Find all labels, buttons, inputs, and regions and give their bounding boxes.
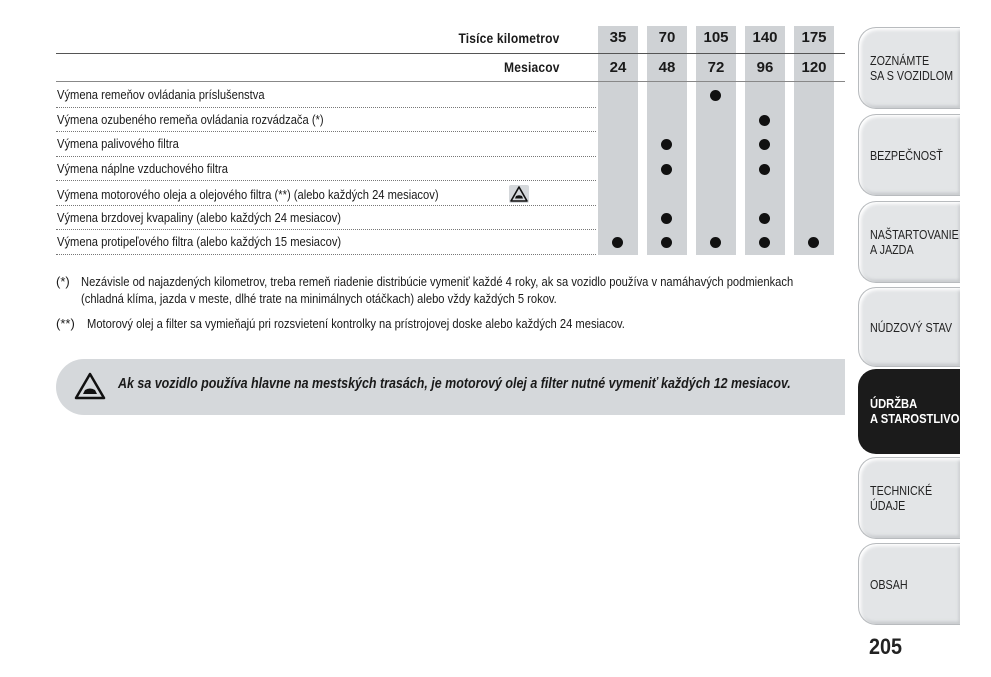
- warning-banner: [56, 359, 845, 415]
- tab-label-line: A STAROSTLIVOSŤ: [870, 411, 974, 426]
- task-label-text: Výmena ozubeného remeňa ovládania rozvádzača (*): [57, 111, 324, 127]
- footnote-line: Nezávisle od najazdených kilometrov, treba remeň riadenie distribúcie vymeniť každé 4 roky, ak sa vozidlo používa v namáhavých podmienkach: [81, 274, 794, 289]
- months-72: 72: [707, 59, 725, 76]
- tab-label-line: NÚDZOVÝ STAV: [870, 321, 953, 335]
- tab-bezpecnost[interactable]: [858, 114, 960, 196]
- tab-label: [870, 396, 991, 426]
- tab-label: [870, 321, 965, 336]
- months-120: 120: [801, 59, 827, 76]
- task-label-text: Výmena palivového filtra: [57, 136, 179, 151]
- km-70: 70: [658, 29, 676, 46]
- tab-label-line: SA S VOZIDLOM: [870, 69, 954, 83]
- months-48: 48: [658, 59, 676, 76]
- header-divider-bottom: [56, 81, 845, 82]
- table-row: [56, 108, 845, 133]
- footnote-body: [87, 315, 713, 332]
- warning-text: Ak sa vozidlo používa hlavne na mestských trasách, je motorový olej a filter nutné vymeniť každých 12 mesiacov.: [118, 376, 791, 392]
- tab-label-line: BEZPEČNOSŤ: [870, 149, 943, 163]
- service-mark-dot: [759, 213, 770, 224]
- table-row: [56, 230, 845, 255]
- tab-label-line: TECHNICKÉ: [870, 484, 933, 498]
- task-label: [57, 87, 298, 102]
- footnote-mark: (**): [56, 316, 75, 331]
- task-label: [57, 136, 199, 151]
- tab-label: [870, 484, 942, 514]
- footnote-line: (chladná klíma, jazda v meste, dlhé trate na minimálnych otáčkach) alebo vždy každých 5 rokov.: [81, 291, 557, 306]
- page-number-text: 205: [869, 634, 903, 659]
- km-35: 35: [609, 29, 627, 46]
- tab-obsah[interactable]: [858, 543, 960, 625]
- footnote-mark: (*): [56, 274, 70, 289]
- service-mark-dot: [661, 164, 672, 175]
- months-96: 96: [756, 59, 774, 76]
- header-months-label: Mesiacov: [504, 59, 560, 75]
- tab-label-line: ÚDRŽBA: [870, 396, 918, 411]
- task-label-text: Výmena motorového oleja a olejového filtra (**) (alebo každých 24 mesiacov): [57, 186, 439, 202]
- service-mark-dot: [759, 115, 770, 126]
- task-label-text: Výmena protipeľového filtra (alebo každých 15 mesiacov): [57, 234, 342, 249]
- header-km-row: [56, 26, 845, 53]
- tab-label: [870, 149, 955, 164]
- task-label-text: Výmena brzdovej kvapaliny (alebo každých 24 mesiacov): [57, 209, 341, 225]
- warning-triangle-icon: [74, 372, 106, 405]
- tab-nastartovanie-a-jazda[interactable]: [858, 201, 960, 283]
- task-label: [57, 210, 387, 225]
- table-row: [56, 157, 845, 182]
- task-label: [57, 234, 387, 249]
- row-divider: [56, 254, 596, 255]
- table-row: [56, 181, 845, 206]
- tab-nudzovy-stav[interactable]: [858, 287, 960, 367]
- tab-label: [870, 54, 967, 84]
- task-label-text: Výmena náplne vzduchového filtra: [57, 160, 228, 176]
- months-24: 24: [609, 59, 627, 76]
- tab-label-line: OBSAH: [870, 578, 908, 592]
- task-label: [57, 161, 256, 176]
- tab-label: [870, 228, 973, 258]
- header-months-row: [56, 53, 845, 81]
- tab-label-line: A JAZDA: [870, 243, 914, 257]
- tab-label-line: ÚDAJE: [870, 499, 906, 513]
- service-mark-dot: [710, 237, 721, 248]
- maintenance-schedule-table: [56, 26, 845, 253]
- table-row: [56, 132, 845, 157]
- task-label: [57, 112, 367, 127]
- header-km-label: Tisíce kilometrov: [458, 30, 560, 46]
- km-105: 105: [703, 29, 729, 46]
- service-mark-dot: [710, 90, 721, 101]
- service-mark-dot: [759, 164, 770, 175]
- service-mark-dot: [759, 237, 770, 248]
- service-mark-dot: [612, 237, 623, 248]
- table-row: [56, 206, 845, 231]
- service-mark-dot: [661, 139, 672, 150]
- tab-label-line: NAŠTARTOVANIE: [870, 228, 959, 242]
- tab-udrzba-a-starostlivost[interactable]: [858, 369, 974, 454]
- task-label-text: Výmena remeňov ovládania príslušenstva: [57, 87, 265, 102]
- service-mark-dot: [661, 237, 672, 248]
- task-rows: [56, 83, 845, 255]
- km-140: 140: [752, 29, 778, 46]
- page-number: [869, 634, 906, 660]
- tab-zoznamte-sa-s-vozidlom[interactable]: [858, 27, 960, 109]
- service-mark-dot: [759, 139, 770, 150]
- tab-technicke-udaje[interactable]: [858, 457, 960, 539]
- tab-label-line: ZOZNÁMTE: [870, 54, 930, 68]
- table-row: [56, 83, 845, 108]
- service-mark-dot: [808, 237, 819, 248]
- tab-label: [870, 578, 914, 593]
- task-label: [57, 185, 529, 206]
- footnote-line: Motorový olej a filter sa vymieňajú pri rozsvietení kontrolky na prístrojovej doske alebo každých 24 mesiacov.: [87, 316, 625, 331]
- warning-triangle-icon: [509, 185, 529, 206]
- footnote-body: [81, 273, 909, 307]
- km-175: 175: [801, 29, 827, 46]
- service-mark-dot: [661, 213, 672, 224]
